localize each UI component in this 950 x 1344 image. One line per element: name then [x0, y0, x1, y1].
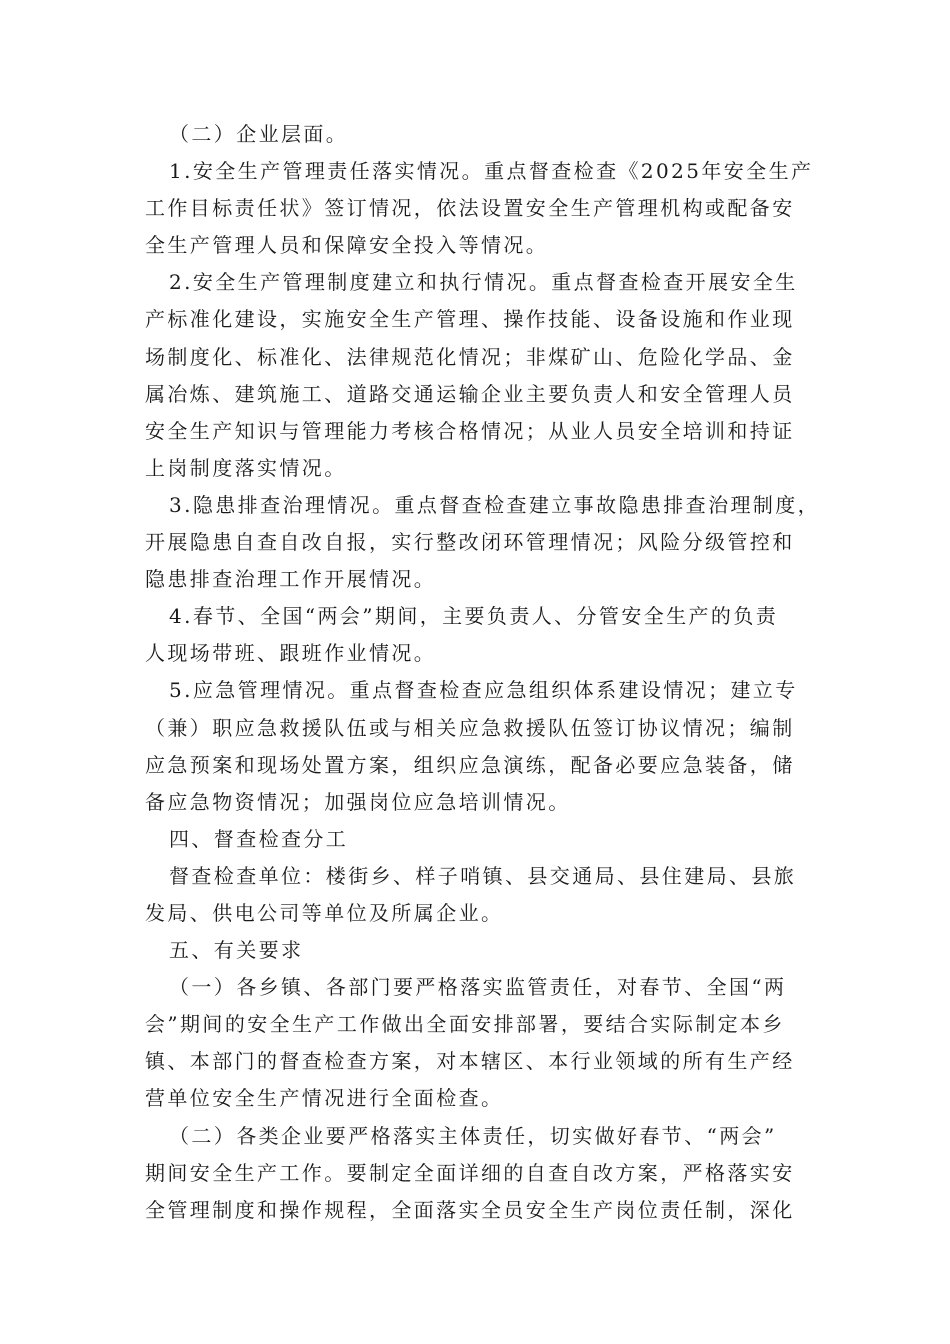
text-line: 督查检查单位：楼街乡、样子哨镇、县交通局、县住建局、县旅 — [169, 863, 797, 888]
text-line: 安全生产知识与管理能力考核合格情况；从业人员安全培训和持证 — [145, 418, 795, 443]
text-line: （兼）职应急救援队伍或与相关应急救援队伍签订协议情况；编制 — [145, 715, 795, 740]
text-line: 2.安全生产管理制度建立和执行情况。重点督查检查开展安全生 — [169, 270, 798, 295]
text-line: 5.应急管理情况。重点督查检查应急组织体系建设情况；建立专 — [169, 678, 798, 703]
text-line: 营单位安全生产情况进行全面检查。 — [145, 1086, 504, 1111]
text-line: 人现场带班、跟班作业情况。 — [145, 641, 437, 666]
text-line: 五、有关要求 — [169, 938, 304, 963]
text-line: 全生产管理人员和保障安全投入等情况。 — [145, 233, 549, 258]
text-line: 四、督查检查分工 — [169, 826, 349, 851]
text-line: 期间安全生产工作。要制定全面详细的自查自改方案，严格落实安 — [145, 1160, 795, 1185]
text-line: 发局、供电公司等单位及所属企业。 — [145, 900, 504, 925]
text-line: 会”期间的安全生产工作做出全面安排部署，要结合实际制定本乡 — [145, 1012, 785, 1037]
text-line: 镇、本部门的督查检查方案，对本辖区、本行业领域的所有生产经 — [145, 1049, 795, 1074]
text-line: 开展隐患自查自改自报，实行整改闭环管理情况；风险分级管控和 — [145, 530, 795, 555]
text-line: 工作目标责任状》签订情况，依法设置安全生产管理机构或配备安 — [145, 196, 795, 221]
text-line: 应急预案和现场处置方案，组织应急演练，配备必要应急装备，储 — [145, 752, 795, 777]
text-line: 产标准化建设，实施安全生产管理、操作技能、设备设施和作业现 — [145, 307, 795, 332]
text-line: 备应急物资情况；加强岗位应急培训情况。 — [145, 789, 571, 814]
text-line: 上岗制度落实情况。 — [145, 455, 347, 480]
text-line: 场制度化、标准化、法律规范化情况；非煤矿山、危险化学品、金 — [145, 344, 795, 369]
text-line: 3.隐患排查治理情况。重点督查检查建立事故隐患排查治理制度， — [169, 492, 821, 517]
text-line: （二）企业层面。 — [169, 122, 349, 146]
text-line: 隐患排查治理工作开展情况。 — [145, 567, 437, 592]
text-line: 属冶炼、建筑施工、道路交通运输企业主要负责人和安全管理人员 — [145, 381, 795, 406]
text-line: 4.春节、全国“两会”期间，主要负责人、分管安全生产的负责 — [169, 604, 779, 629]
text-line: （二）各类企业要严格落实主体责任，切实做好春节、“两会” — [169, 1123, 777, 1148]
text-line: （一）各乡镇、各部门要严格落实监管责任，对春节、全国“两 — [169, 975, 787, 1000]
document-body — [145, 116, 825, 1229]
text-line: 全管理制度和操作规程，全面落实全员安全生产岗位责任制，深化 — [145, 1197, 795, 1222]
text-line: 1.安全生产管理责任落实情况。重点督查检查《2025年安全生产 — [169, 159, 814, 184]
